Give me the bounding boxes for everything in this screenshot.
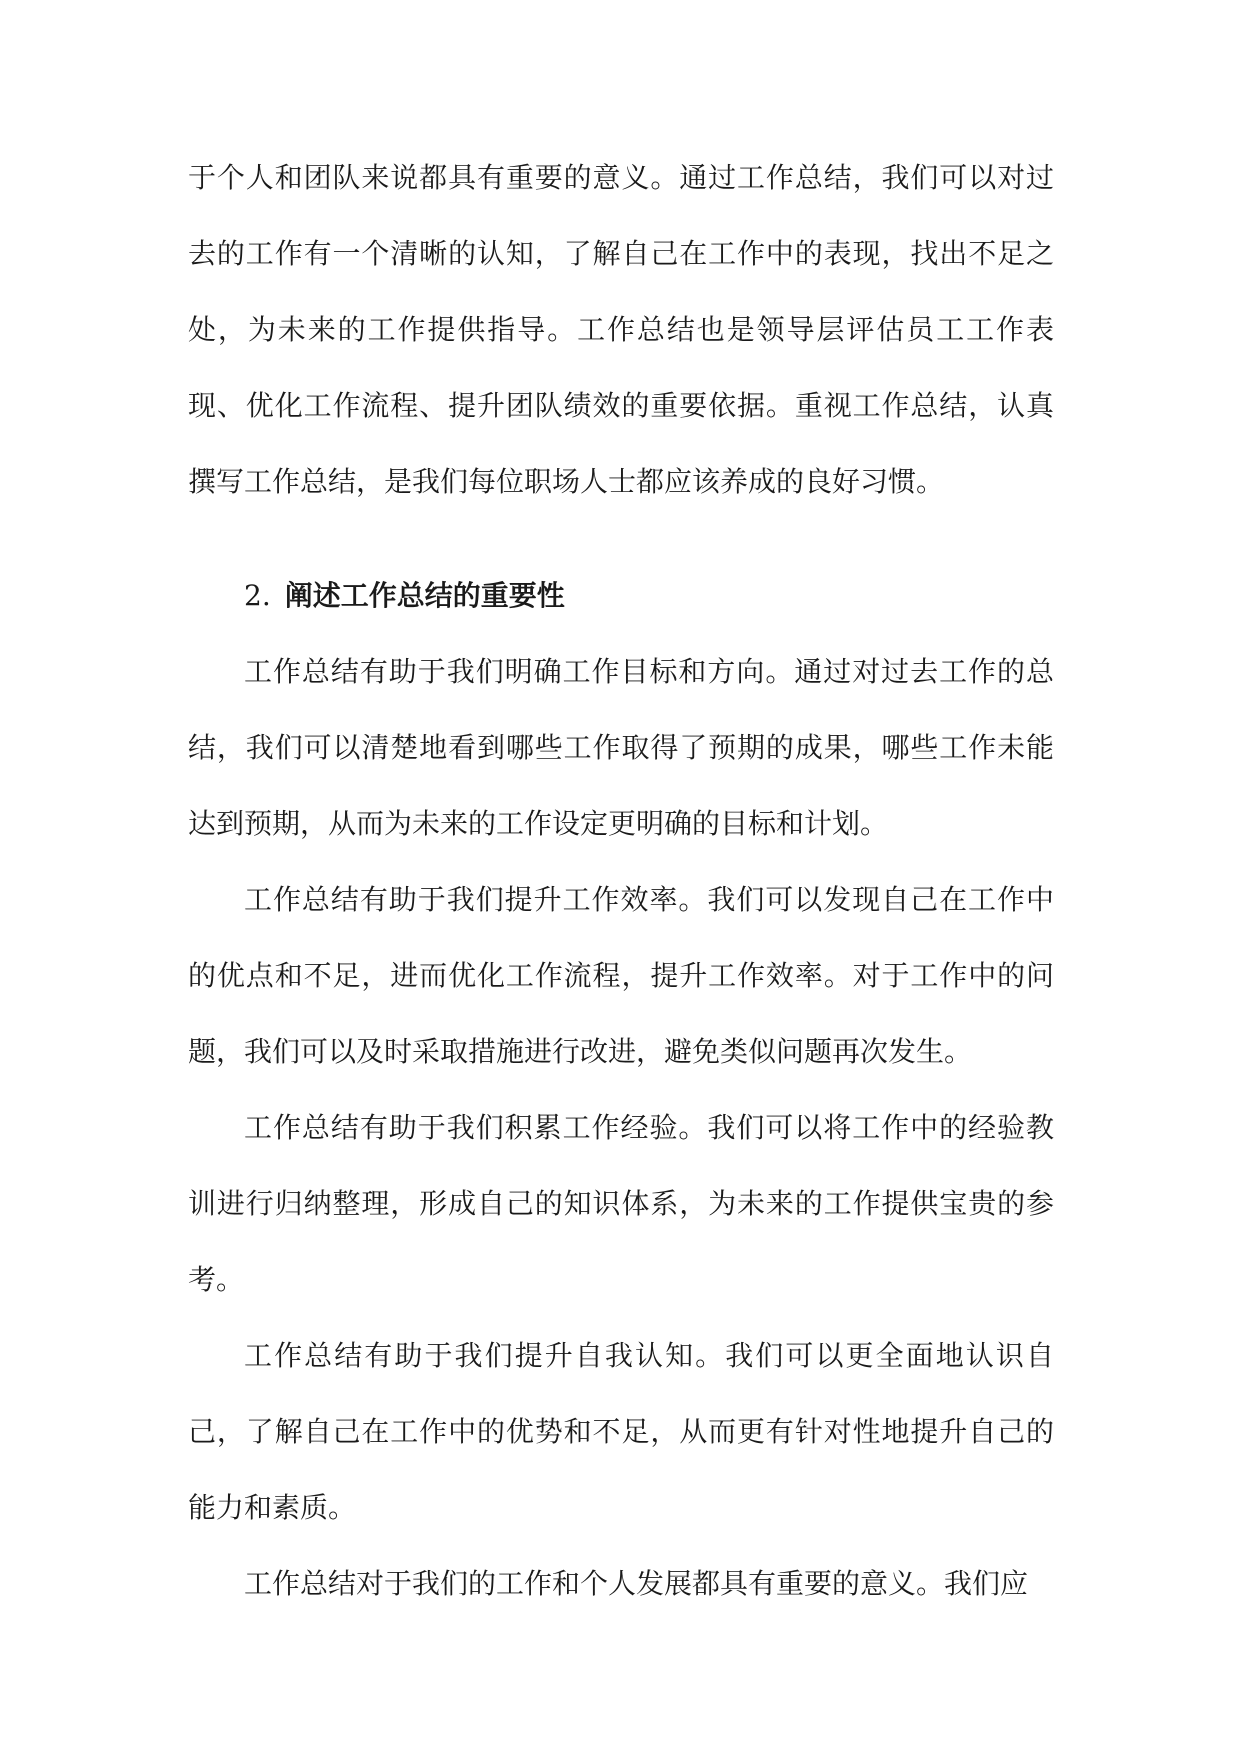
section-title: 阐述工作总结的重要性 (284, 579, 565, 612)
body-paragraph: 工作总结有助于我们提升工作效率。我们可以发现自己在工作中的优点和不足，进而优化工作流程，提升工作效率。对于工作中的问题，我们可以及时采取措施进行改进，避免类似问题再次发生。 (188, 883, 1054, 1068)
section-spacer (188, 520, 1054, 558)
document-body (188, 140, 1054, 1622)
body-paragraph: 工作总结有助于我们积累工作经验。我们可以将工作中的经验教训进行归纳整理，形成自己的知识体系，为未来的工作提供宝贵的参考。 (188, 1111, 1054, 1296)
body-paragraph: 工作总结有助于我们明确工作目标和方向。通过对过去工作的总结，我们可以清楚地看到哪些工作取得了预期的成果，哪些工作未能达到预期，从而为未来的工作设定更明确的目标和计划。 (188, 655, 1054, 840)
intro-paragraph: 于个人和团队来说都具有重要的意义。通过工作总结，我们可以对过去的工作有一个清晰的认知，了解自己在工作中的表现，找出不足之处，为未来的工作提供指导。工作总结也是领导层评估员工工作表现、优化工作流程、提升团队绩效的重要依据。重视工作总结，认真撰写工作总结，是我们每位职场人士都应该养成的良好习惯。 (188, 161, 1054, 498)
body-paragraph: 工作总结有助于我们提升自我认知。我们可以更全面地认识自己，了解自己在工作中的优势和不足，从而更有针对性地提升自己的能力和素质。 (188, 1339, 1054, 1524)
section-heading (188, 558, 1054, 634)
section-number: 2. (244, 579, 271, 612)
body-paragraph: 工作总结对于我们的工作和个人发展都具有重要的意义。我们应 (244, 1567, 1029, 1600)
